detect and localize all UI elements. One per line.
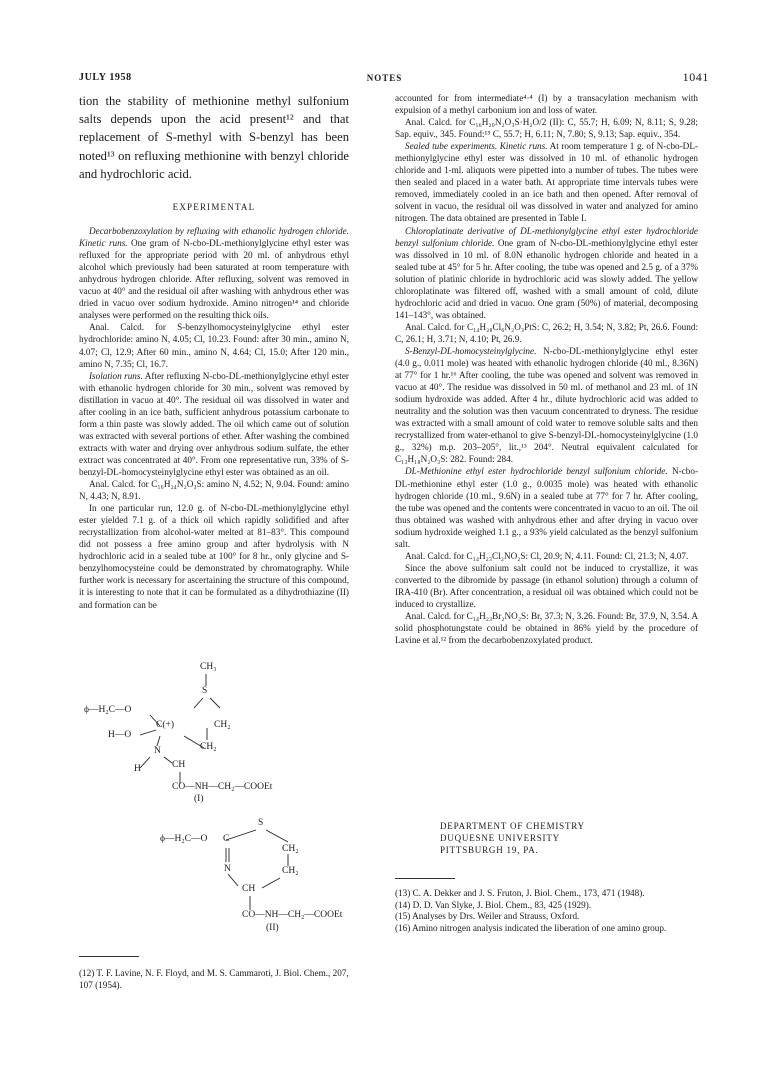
paragraph-benzyl-homocysteinylglycine <box>395 345 698 465</box>
chem-label: CH₂ <box>282 866 299 876</box>
page-number: 1041 <box>682 70 709 84</box>
paragraph-dibromide: Since the above sulfonium salt could not be induced to crystallize, it was converted to the dibromide by passage (in ethanol solution) through a column of IRA-410 (Br). After concentration, a residual oil was obtained which could not be induced to crystallize. <box>395 562 698 609</box>
paragraph-title: S-Benzyl-DL-homocysteinylglycine. <box>405 345 537 356</box>
footnote-16: (16) Amino nitrogen analysis indicated the liberation of one amino group. <box>395 922 667 933</box>
paragraph-chloroplatinate <box>395 225 698 321</box>
chem-label: H <box>134 764 141 774</box>
structure-i <box>84 660 344 805</box>
chem-label: CH₂ <box>214 720 231 730</box>
running-header-section: NOTES <box>366 73 403 83</box>
chem-label: C <box>223 834 230 844</box>
paragraph-analysis-cl: Anal. Calcd. for C₁₄H₂₃Cl₂NO₂S: Cl, 20.9; N, 4.11. Found: Cl, 21.3; N, 4.07. <box>405 550 689 561</box>
footnote-12: (12) T. F. Lavine, N. F. Floyd, and M. S. Cammaroti, J. Biol. Chem., 207, 107 (1954). <box>79 968 349 990</box>
paragraph-title: Sealed tube experiments. Kinetic runs. <box>405 141 548 152</box>
paragraph-isolation-runs <box>79 370 349 478</box>
paragraph-body: One gram of N-cbo-DL-methionylglycine ethyl ester was dissolved in 10 ml. of 8.0N ethanolic hydrogen chloride and heated in a sealed tube at 45° for 5 hr. After cooling, the tube was opened and 2.5 g. of a 37% solution of platinic chloride in hydrochloric acid was slowly added. The yellow chloroplatinate was filtered off, washed with a small amount of cold, dilute hydrochloric acid and dried in vacuo. One gram (50%) of material, decomposing 141–143°, was obtained. <box>395 237 698 320</box>
chem-label: CO—NH—CH₂—COOEt <box>172 782 273 792</box>
footnote-rule-right <box>395 878 455 879</box>
chem-label: N <box>224 864 231 874</box>
paragraph-body: N-cbo-DL-methionine ethyl ester (1.0 g., 0.0035 mole) was heated with ethanolic hydrogen chloride (10 ml., 9.6N) in a sealed tube at 77° for 7 hr. After cooling, the tube was opened and the contents were concentrated in vacuo to an oil. The oil thus obtained was washed with anhydrous ether and after drying in vacuo over sodium hydroxide weighed 1.1 g., a 93% yield calculated as the benzyl sulfonium salt. <box>395 466 698 549</box>
footnote-rule-left <box>79 956 139 957</box>
paragraph-title: Chloroplatinate derivative of DL-methionylglycine ethyl ester hydrochloride benzyl sulfonium chloride. <box>395 225 698 248</box>
chem-label: H—O <box>108 730 132 740</box>
footnote-14: (14) D. D. Van Slyke, J. Biol. Chem., 83, 425 (1929). <box>395 899 592 910</box>
paragraph-methionine-sulfonium <box>395 465 698 549</box>
paragraph-sealed-tube <box>395 140 698 224</box>
chem-label: N <box>154 746 161 756</box>
footnote-15: (15) Analyses by Drs. Weiler and Strauss, Oxford. <box>395 911 580 921</box>
chem-label: CO—NH—CH₂—COOEt <box>242 910 343 920</box>
paragraph-title: DL-Methionine ethyl ester hydrochloride benzyl sulfonium chloride. <box>405 466 668 477</box>
chem-label: S <box>258 818 264 828</box>
paragraph-analysis-br: Anal. Calcd. for C₁₄H₂₃Br₂NO₂S: Br, 37.3; N, 3.26. Found: Br, 37.9, N, 3.54. A solid phosphotungstate could be obtained in 86% yield by the procedure of Lavine et al.¹² from the decarbobenzoxylated product. <box>395 611 698 646</box>
structure-ii-bonds <box>160 826 400 946</box>
chem-label: CH₂ <box>200 742 217 752</box>
intro-paragraph: tion the stability of methionine methyl sulfonium salts depends upon the acid present¹² and that replacement of S-methyl with S-benzyl has been noted¹³ on refluxing methionine with benzyl chloride and hydrochloric acid. <box>79 94 349 181</box>
paragraph-body: At room temperature 1 g. of N-cbo-DL-methionylglycine ethyl ester was dissolved in 10 ml. of ethanolic hydrogen chloride and 1-ml. aliquots were pipetted into a number of tubes. The tubes were then sealed and placed in a water bath. At appropriate time intervals tubes were removed, immediately cooled in an ice bath and then opened. After removal of solvent in vacuo, the residual oil was dissolved in water and analyzed for amino nitrogen. The data obtained are presented in Table I. <box>395 141 698 224</box>
affiliation-line: PITTSBURGH 19, PA. <box>440 845 539 855</box>
chem-label: ϕ—H₂C—O <box>84 705 132 715</box>
footnotes-right <box>395 888 698 934</box>
structure-ii <box>160 818 400 946</box>
left-column <box>79 92 349 611</box>
affiliation-line: DUQUESNE UNIVERSITY <box>440 833 560 843</box>
paragraph-title: Isolation runs. <box>89 370 143 381</box>
affiliation-line: DEPARTMENT OF CHEMISTRY <box>440 821 585 831</box>
paragraph-analysis-2: Anal. Calcd. for C₁₆H₂₄N₂O₃S: amino N, 4.52; N, 9.04. Found: amino N, 4.43; N, 8.91. <box>79 479 349 502</box>
paragraph-kinetic-runs <box>79 225 349 321</box>
section-heading: EXPERIMENTAL <box>172 202 256 213</box>
affiliation-block <box>440 820 585 856</box>
right-column <box>395 92 698 646</box>
footnote-13: (13) C. A. Dekker and J. S. Fruton, J. Biol. Chem., 173, 471 (1948). <box>395 888 645 898</box>
chem-label: ϕ—H₂C—O <box>160 834 208 844</box>
paragraph-body: After refluxing N-cbo-DL-methionylglycine ethyl ester with ethanolic hydrogen chloride for 30 min., solvent was removed by distillation in vacuo at 40°. The residual oil was dissolved in water and after cooling in an ice bath, sufficient anhydrous potassium carbonate to form a thin paste was slowly added. The oil which came out of solution was extracted with several portions of ether. After washing the combined extracts with water and drying over anhydrous sodium sulfate, the ether extract was concentrated at 40°. From one representative run, 33% of S-benzyl-DL-homocysteinylglycine ethyl ester was obtained as an oil. <box>79 370 349 477</box>
structure-label: (II) <box>266 923 279 933</box>
paragraph-particular-run: In one particular run, 12.0 g. of N-cbo-DL-methionylglycine ethyl ester yielded 7.1 g. of a thick oil which rapidly solidified and after recrystallization from alcohol-water melted at 81–83°. This compound did not possess a free amino group and after hydrolysis with N hydrochloric acid in a sealed tube at 100° for 8 hr., only glycine and S-benzylhomocysteine could be demonstrated by chromatography. While further work is necessary for ascertaining the structure of this compound, it is interesting to note that it can be formulated as a dihydrothiazine (II) and formation can be <box>79 503 349 610</box>
paragraph-body: One gram of N-cbo-DL-methionylglycine ethyl ester was refluxed for the appropriate period with 20 ml. of anhydrous ethyl alcohol which previously had been saturated at room temperature with anhydrous hydrogen chloride. After refluxing, solvent was removed in vacuo at 40° and the residual oil after washing with anhydrous ether was dried in vacuo over sodium hydroxide. Amino nitrogen¹⁴ and chloride analyses were performed on the resulting thick oils. <box>79 238 349 321</box>
structure-label: (I) <box>194 794 204 804</box>
chem-label: CH <box>242 884 256 894</box>
paragraph-title: Decarbobenzoxylation by refluxing with ethanolic hydrogen chloride. Kinetic runs. <box>79 226 349 249</box>
chem-label: S <box>202 686 208 696</box>
paragraph-continuation: accounted for from intermediate⁴·⁴ (I) by a transacylation mechanism with expulsion of a methyl carbonium ion and loss of water. <box>395 93 698 116</box>
paragraph-analysis-1: Anal. Calcd. for S-benzylhomocysteinylglycine ethyl ester hydrochloride: amino N, 4.05; Cl, 10.23. Found: after 30 min., amino N, 4.07; Cl, 12.9; After 60 min., amino N, 4.64; Cl, 15.0; After 120 min., amino N, 7.35; Cl, 16.7. <box>79 322 349 369</box>
running-header-date: JULY 1958 <box>79 72 132 83</box>
chem-label: CH₂ <box>282 844 299 854</box>
chem-label: C(+) <box>156 720 175 730</box>
paragraph-analysis-pt: Anal. Calcd. for C₁₄H₂₈Cl₆N₂O₃PtS: C, 26.2; H, 3.54; N, 3.82; Pt, 26.6. Found: C, 26.1; H, 3.71; N, 4.10; Pt, 26.9. <box>395 321 698 344</box>
chem-label: CH₃ <box>200 662 217 672</box>
paragraph-analysis-ii: Anal. Calcd. for C₁₆H₂₀N₂O₃S·H₂O/2 (II): C, 55.7; H, 6.09; N, 8.11; S, 9.28; Sap. equiv., 345. Found:¹⁵ C, 55.7; H, 6.11; N, 7.80; S, 9.13; Sap. equiv., 354. <box>395 117 698 140</box>
paragraph-body: N-cbo-DL-methionylglycine ethyl ester (4.0 g., 0.011 mole) was heated with ethanolic hydrogen chloride (40 ml., 8.36N) at 77° for 1 hr.¹⁶ After cooling, the tube was opened and solvent was removed in vacuo at 40°. The residue was dissolved in 50 ml. of methanol and 23 ml. of 1N sodium hydroxide was added. After 4 hr., dilute hydrochloric acid was added to neutrality and the solution was then vacuum concentrated to dryness. The residue was extracted with a small amount of cold water to remove soluble salts and then recrystallized from water-ethanol to give S-benzyl-DL-homocysteinylglycine (1.0 g., 32%) m.p. 203–205°, lit.,¹³ 204°. Neutral equivalent calculated for C₁₃H₁₈N₂O₃S: 282. Found: 284. <box>395 345 698 465</box>
chem-label: CH <box>172 760 186 770</box>
